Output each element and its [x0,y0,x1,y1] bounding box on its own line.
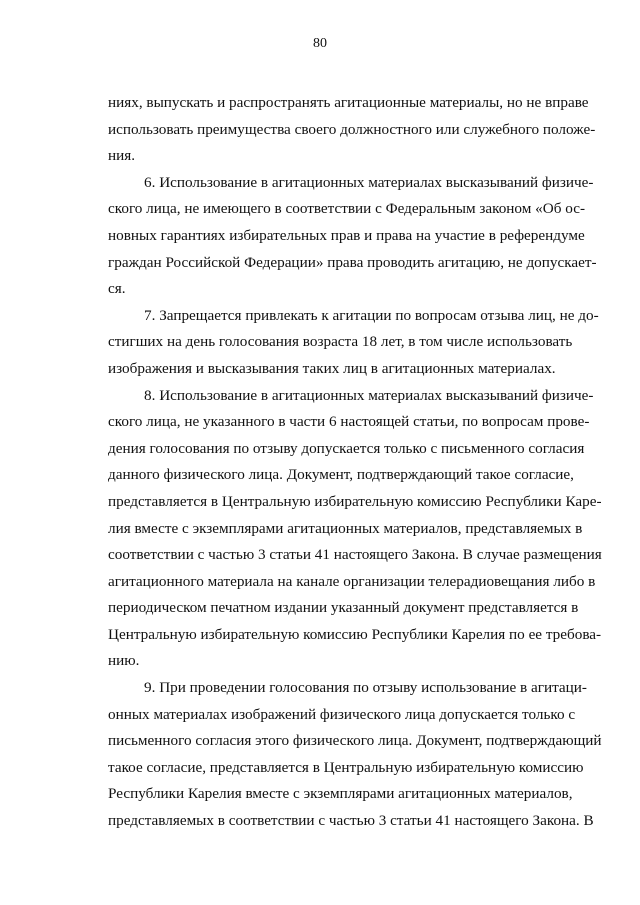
text-line: Республики Карелия вместе с экземплярами агитационных материалов, [108,785,573,803]
text-line: 9. При проведении голосования по отзыву использование в агитаци- [144,679,587,697]
text-line: стигших на день голосования возраста 18 лет, в том числе использовать [108,333,573,351]
text-line: онных материалах изображений физического лица допускается только с [108,705,576,723]
text-line: данного физического лица. Документ, подтверждающий такое согласие, [108,466,574,484]
text-line: использовать преимущества своего должностного или служебного положе- [108,120,596,138]
text-line: ния. [108,147,136,165]
text-line: представляется в Центральную избирательную комиссию Республики Каре- [108,492,602,510]
text-line: такое согласие, представляется в Центральную избирательную комиссию [108,758,584,776]
text-line: 6. Использование в агитационных материалах высказываний физиче- [144,173,594,191]
text-line: периодическом печатном издании указанный документ представляется в [108,599,579,617]
text-line: агитационного материала на канале организации телерадиовещания либо в [108,572,596,590]
text-line: изображения и высказывания таких лиц в агитационных материалах. [108,359,556,377]
text-line: Центральную избирательную комиссию Республики Карелия по ее требова- [108,625,602,643]
text-line: соответствии с частью 3 статьи 41 настоящего Закона. В случае размещения [108,546,602,564]
text-line: граждан Российской Федерации» права проводить агитацию, не допускает- [108,253,597,271]
text-line: письменного согласия этого физического лица. Документ, подтверждающий [108,732,602,750]
body-text [108,90,602,835]
text-line: дения голосования по отзыву допускается только с письменного согласия [108,439,585,457]
text-line: ся. [108,280,126,298]
text-line: новных гарантиях избирательных прав и права на участие в референдуме [108,226,585,244]
text-line: представляемых в соответствии с частью 3 статьи 41 настоящего Закона. В [108,812,594,830]
text-line: нию. [108,652,140,670]
text-line: ского лица, не указанного в части 6 настоящей статьи, по вопросам прове- [108,413,590,431]
text-line: 8. Использование в агитационных материалах высказываний физиче- [144,386,594,404]
text-line: лия вместе с экземплярами агитационных материалов, представляемых в [108,519,583,537]
page-number: 80 [313,36,327,51]
text-line: ского лица, не имеющего в соответствии с Федеральным законом «Об ос- [108,200,585,218]
text-line: ниях, выпускать и распространять агитационные материалы, но не вправе [108,94,589,111]
text-line: 7. Запрещается привлекать к агитации по вопросам отзыва лиц, не до- [144,306,599,324]
